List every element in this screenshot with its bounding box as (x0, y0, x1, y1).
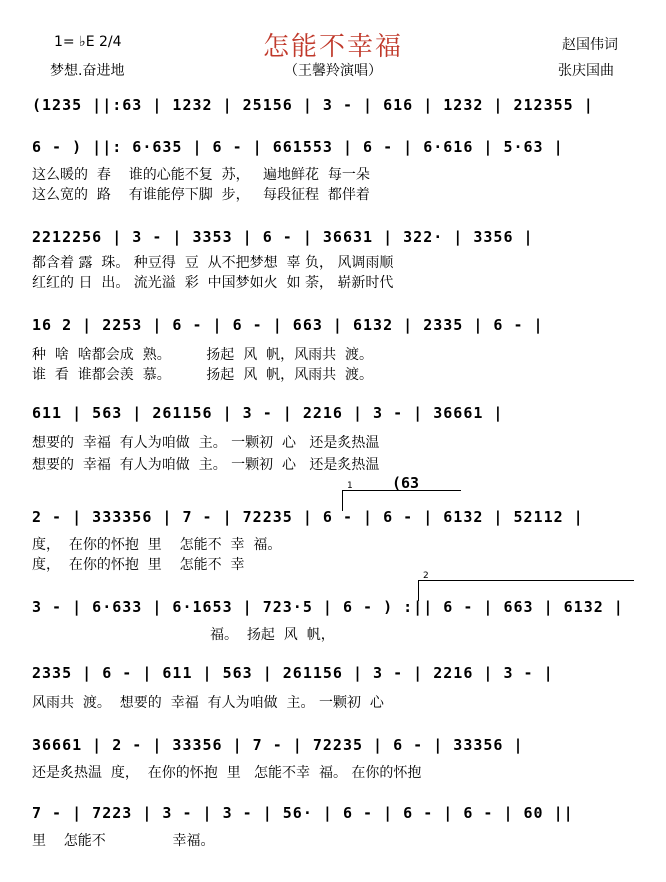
score-line: 6 - ) ||: 6·635 | 6 - | 661553 | 6 - | 6·616 | 5·63 | (32, 138, 564, 156)
volta-number: 2 (423, 571, 429, 581)
score-line: 2212256 | 3 - | 3353 | 6 - | 36631 | 322· | 3356 | (32, 228, 534, 246)
lyric-verse-1: 风雨共 渡。 想要的 幸福 有人为咱做 主。 一颗初 心 (32, 695, 384, 711)
lyric-verse-1: 福。 扬起 风 帆， (32, 627, 335, 643)
lyric-verse-2: 这么宽的 路 有谁能停下脚 步， 每段征程 都伴着 (32, 187, 370, 203)
key-signature: 1= ♭E 2/4 (54, 34, 122, 50)
score-line: 2335 | 6 - | 611 | 563 | 261156 | 3 - | 2216 | 3 - | (32, 664, 554, 682)
lyric-verse-1: 种 啥 啥都会成 熟。 扬起 风 帆，风雨共 渡。 (32, 347, 374, 363)
lyric-verse-1: 还是炙热温 度， 在你的怀抱 里 怎能不幸 福。 在你的怀抱 (32, 765, 422, 781)
score-line: 3 - | 6·633 | 6·1653 | 723·5 | 6 - ) :|| 6 - | 663 | 6132 | (32, 598, 624, 616)
song-title: 怎能不幸福 (262, 32, 403, 62)
volta-number: 1 (347, 481, 353, 491)
score-line: 36661 | 2 - | 33356 | 7 - | 72235 | 6 - | 33356 | (32, 736, 524, 754)
lyric-verse-2: 度， 在你的怀抱 里 怎能不 幸 (32, 557, 245, 573)
lyric-verse-2: 想要的 幸福 有人为咱做 主。 一颗初 心 还是炙热温 (32, 457, 380, 473)
tempo-subtitle: 梦想.奋进地 (50, 63, 125, 79)
lyric-verse-1: 这么暖的 春 谁的心能不复 苏， 遍地鲜花 每一朵 (32, 167, 370, 183)
lyric-verse-1: 都含着 露 珠。 种豆得 豆 从不把梦想 辜 负， 风调雨顺 (32, 255, 394, 271)
score-line: 16 2 | 2253 | 6 - | 6 - | 663 | 6132 | 2335 | 6 - | (32, 316, 544, 334)
score-line: 2 - | 333356 | 7 - | 72235 | 6 - | 6 - | 6132 | 52112 | (32, 508, 584, 526)
singer-credit: （王馨羚演唱） (284, 63, 382, 79)
lyric-verse-2: 红红的 日 出。 流光溢 彩 中国梦如火 如 荼， 崭新时代 (32, 275, 394, 291)
lyricist-credit: 赵国伟词 (562, 37, 618, 53)
lyric-verse-1: 度， 在你的怀抱 里 怎能不 幸 福。 (32, 537, 282, 553)
score-line: 611 | 563 | 261156 | 3 - | 2216 | 3 - | 36661 | (32, 404, 504, 422)
lyric-verse-1: 想要的 幸福 有人为咱做 主。 一颗初 心 还是炙热温 (32, 435, 380, 451)
volta-alt-notes: (63 (392, 474, 420, 492)
lyric-verse-2: 谁 看 谁都会羡 慕。 扬起 风 帆，风雨共 渡。 (32, 367, 374, 383)
score-line: 7 - | 7223 | 3 - | 3 - | 56· | 6 - | 6 - | 6 - | 60 || (32, 804, 574, 822)
lyric-verse-1: 里 怎能不 幸福。 (32, 833, 215, 849)
score-line: (1235 ||:63 | 1232 | 25156 | 3 - | 616 | 1232 | 212355 | (32, 96, 594, 114)
composer-credit: 张庆国曲 (558, 63, 614, 79)
